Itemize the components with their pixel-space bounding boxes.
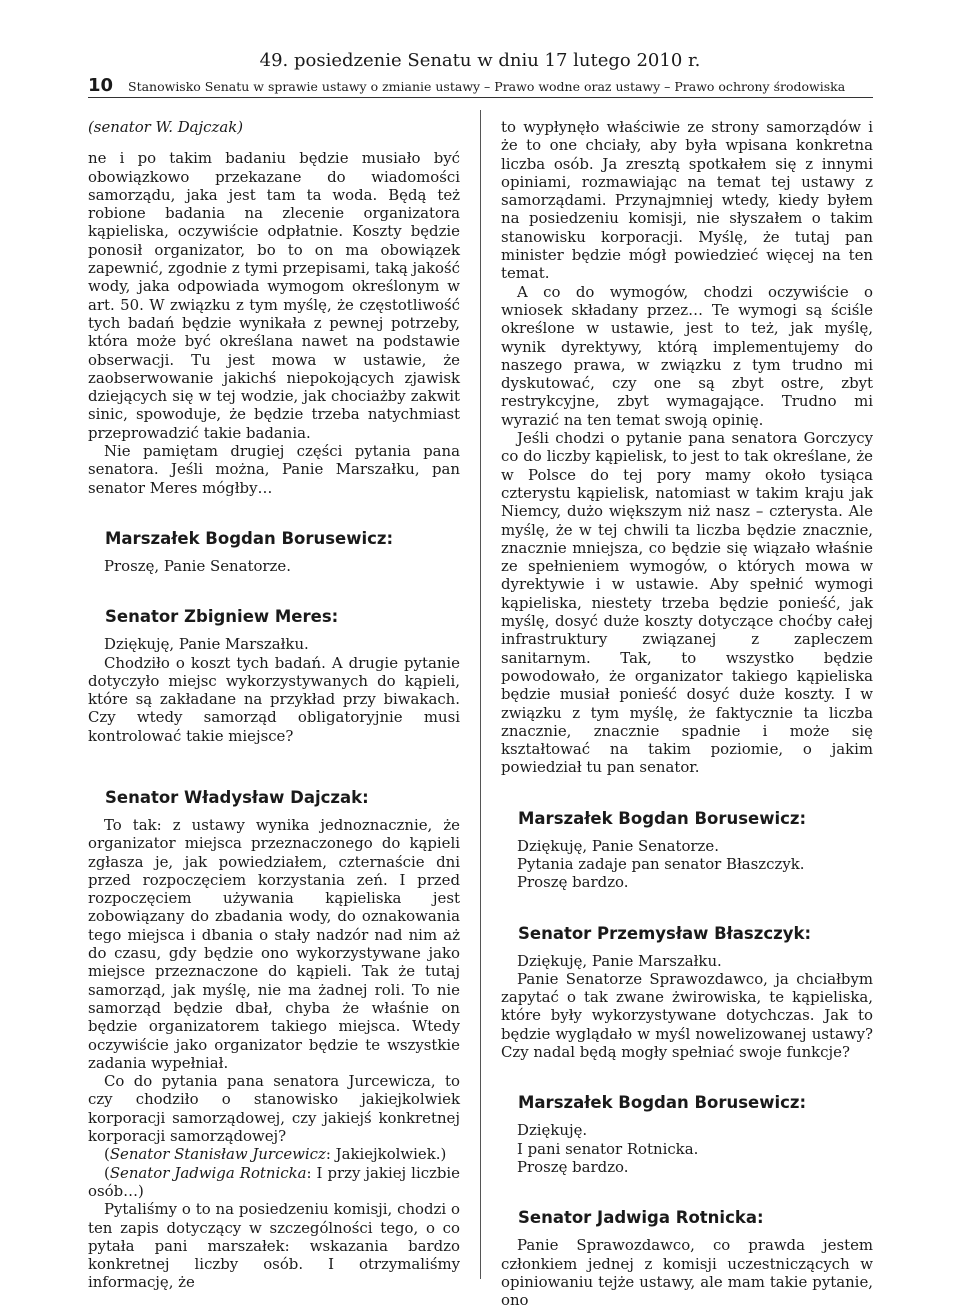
speech-line: Dziękuję. (517, 1121, 588, 1140)
paragraph: Nie pamiętam drugiej części pytania pana senatora. Jeśli można, Panie Marszałku, pan senator Meres mógłby… (88, 442, 460, 497)
speech-line: Dziękuję, Panie Marszałku. (517, 951, 722, 970)
speaker-tag: (senator W. Dajczak) (88, 118, 244, 136)
interjection (88, 1145, 460, 1163)
running-title: Stanowisko Senatu w sprawie ustawy o zmianie ustawy – Prawo wodne oraz ustawy – Prawo ochrony środowiska (128, 79, 846, 94)
speaker-heading: Senator Zbigniew Meres: (105, 607, 339, 627)
paragraph: A co do wymogów, chodzi oczywiście o wniosek składany przez… Te wymogi są ściśle określone w ustawie, jest to też, jak myślę, wynik dyrektywy, którą implementujemy do naszego prawa, w związku z tym trudno mi dyskutować, czy one są zbyt ostre, zbyt restrykcyjne, zbyt wymagające. Trudno mi wyrazić na ten temat swoją opinię. (501, 282, 873, 429)
interjection-text: : Jakiejkolwiek.) (325, 1145, 447, 1164)
speaker-heading: Senator Jadwiga Rotnicka: (518, 1208, 764, 1228)
session-title: 49. posiedzenie Senatu w dniu 17 lutego 2010 r. (259, 50, 701, 71)
column-divider (480, 110, 481, 1279)
page-number: 10 (88, 75, 114, 96)
interjection-open: ( (104, 1163, 110, 1182)
interjection-open: ( (104, 1145, 110, 1164)
paragraph: Jeśli chodzi o pytanie pana senatora Gorczycy co do liczby kąpielisk, to jest to tak określane, że w Polsce do tej pory mamy około tysiąca czterystu kąpielisk, natomiast w takim kraju jak Niemcy, dużo większym niż nasz – czterysta. Ale myślę, że w tej chwili ta liczba będzie znacznie, znacznie mniejsza, co będzie się wiązało właśnie ze spełnieniem wymogów, o których mowa w dyrektywie i w ustawie. Aby spełnić wymogi kąpieliska, niestety trzeba będzie ponieść, jak myślę, dosyć duże koszty dotyczące choćby całej infrastruktury związanej z zapleczem sanitarnym. Tak, to wszystko będzie powodowało, że organizator takiego kąpieliska będzie musiał ponieść dosyć duże koszty. I w związku z tym myślę, że faktycznie ta liczba znacznie, znacznie spadnie i może się kształtować na takim poziomie, o jakim powiedział tu pan senator. (501, 429, 873, 777)
paragraph: Chodziło o koszt tych badań. A drugie pytanie dotyczyło miejsc wykorzystywanych do kąpieli, które są zakładane na przykład przy biwakach. Czy wtedy samorząd obligatoryjnie musi kontrolować takie miejsce? (88, 653, 460, 745)
paragraph: To tak: z ustawy wynika jednoznacznie, że organizator miejsca przeznaczonego do kąpieli zgłasza je, jak powiedziałem, czternaście dni przed rozpoczęciem korzystania zeń. I przed rozpoczęciem używania kąpieliska jest zobowiązany do zbadania wody, do oznakowania tego miejsca i dbania o stały nadzór nad nim aż do czasu, gdy będzie ono wykorzystywane jako miejsce przeznaczone do kąpieli. Tak że tutaj samorząd, jak myślę, nie ma żadnej roli. To nie samorząd będzie dbał, chyba że właśnie on będzie organizatorem takiego miejsca. Wtedy oczywiście jako organizator będzie te wszystkie zadania wypełniał. (88, 816, 460, 1072)
running-header (88, 75, 873, 96)
speech-line: Proszę bardzo. (517, 1157, 629, 1176)
speaker-heading: Marszałek Bogdan Borusewicz: (518, 1093, 807, 1113)
speaker-heading: Marszałek Bogdan Borusewicz: (518, 808, 807, 828)
interjection-speaker: Senator Jadwiga Rotnicka (109, 1163, 307, 1182)
speaker-heading: Senator Władysław Dajczak: (105, 788, 369, 807)
header-rule (88, 97, 873, 98)
left-column-lower (88, 788, 460, 1292)
paragraph: Co do pytania pana senatora Jurcewicza, to czy chodziło o stanowisko jakiejkolwiek korporacji samorządowej, czy jakiejś konkretnej korporacji samorządowej? (88, 1072, 460, 1146)
speaker-heading: Senator Przemysław Błaszczyk: (518, 923, 812, 943)
paragraph: Pytaliśmy o to na posiedzeniu komisji, chodzi o ten zapis dotyczący w szczególności tego, o co pytała pani marszałek: wskazania bardzo konkretnej liczby osób. I otrzymaliśmy informację, że (88, 1200, 460, 1292)
speech-line: Dziękuję, Panie Marszałku. (104, 635, 309, 654)
speech-line: Proszę, Panie Senatorze. (104, 556, 291, 575)
paragraph: to wypłynęło właściwie ze strony samorządów i że to one chciały, aby była wpisana konkretna liczba osób. Ja zresztą spotkałem się z innymi opiniami, rozmawiając na temat tej ustawy z samorządami. Przynajmniej wtedy, kiedy byłem na posiedzeniu komisji, nie słyszałem o takim stanowisku korporacji. Myślę, że tutaj pan minister będzie mógł powiedzieć więcej na ten temat. (501, 118, 873, 283)
paragraph: ne i po takim badaniu będzie musiało być obowiązkowo przekazane do wiadomości samorządu, jaka jest tam ta woda. Będą też robione badania na zlecenie organizatora kąpieliska, oczywiście odpłatnie. Koszty będzie ponosił organizator, bo to on ma obowiązek zapewnić, zgodnie z tymi przepisami, taką jakość wody, jaka odpowiada wymogom określonym w art. 50. W związku z tym myślę, że częstotliwość tych badań będzie wynikała z pewnej potrzeby, która może być określana nawet na podstawie obserwacji. Tu jest mowa w ustawie, że zaobserwowanie jakichś niepokojących zjawisk dziejących się w tej wodzie, jak chociażby zakwit sinic, spowoduje, że będzie trzeba natychmiast przeprowadzić takie badania. (88, 149, 460, 442)
paragraph: Panie Sprawozdawco, co prawda jestem członkiem jednej z komisji uczestniczących w opiniowaniu tejże ustawy, ale mam takie pytanie, ono (501, 1236, 873, 1309)
speech-line: Dziękuję, Panie Senatorze. (517, 836, 719, 855)
right-column (501, 118, 873, 1309)
interjection-speaker: Senator Stanisław Jurcewicz (109, 1145, 326, 1164)
interjection-text: : I przy jakiej liczbie osób…) (88, 1163, 460, 1200)
speech-line: Pytania zadaje pan senator Błaszczyk. (517, 854, 805, 873)
left-column (88, 118, 460, 745)
speech-line: Proszę bardzo. (517, 873, 629, 892)
interjection (88, 1164, 460, 1201)
speech-line: I pani senator Rotnicka. (517, 1139, 699, 1158)
paragraph: Panie Senatorze Sprawozdawco, ja chciałbym zapytać o tak zwane żwirowiska, te kąpieliska, które były wykorzystywane dotychczas. Jak to będzie wyglądało w myśl nowelizowanej ustawy? Czy nadal będą mogły spełniać swoje funkcje? (501, 969, 873, 1062)
speaker-heading: Marszałek Bogdan Borusewicz: (105, 528, 394, 548)
